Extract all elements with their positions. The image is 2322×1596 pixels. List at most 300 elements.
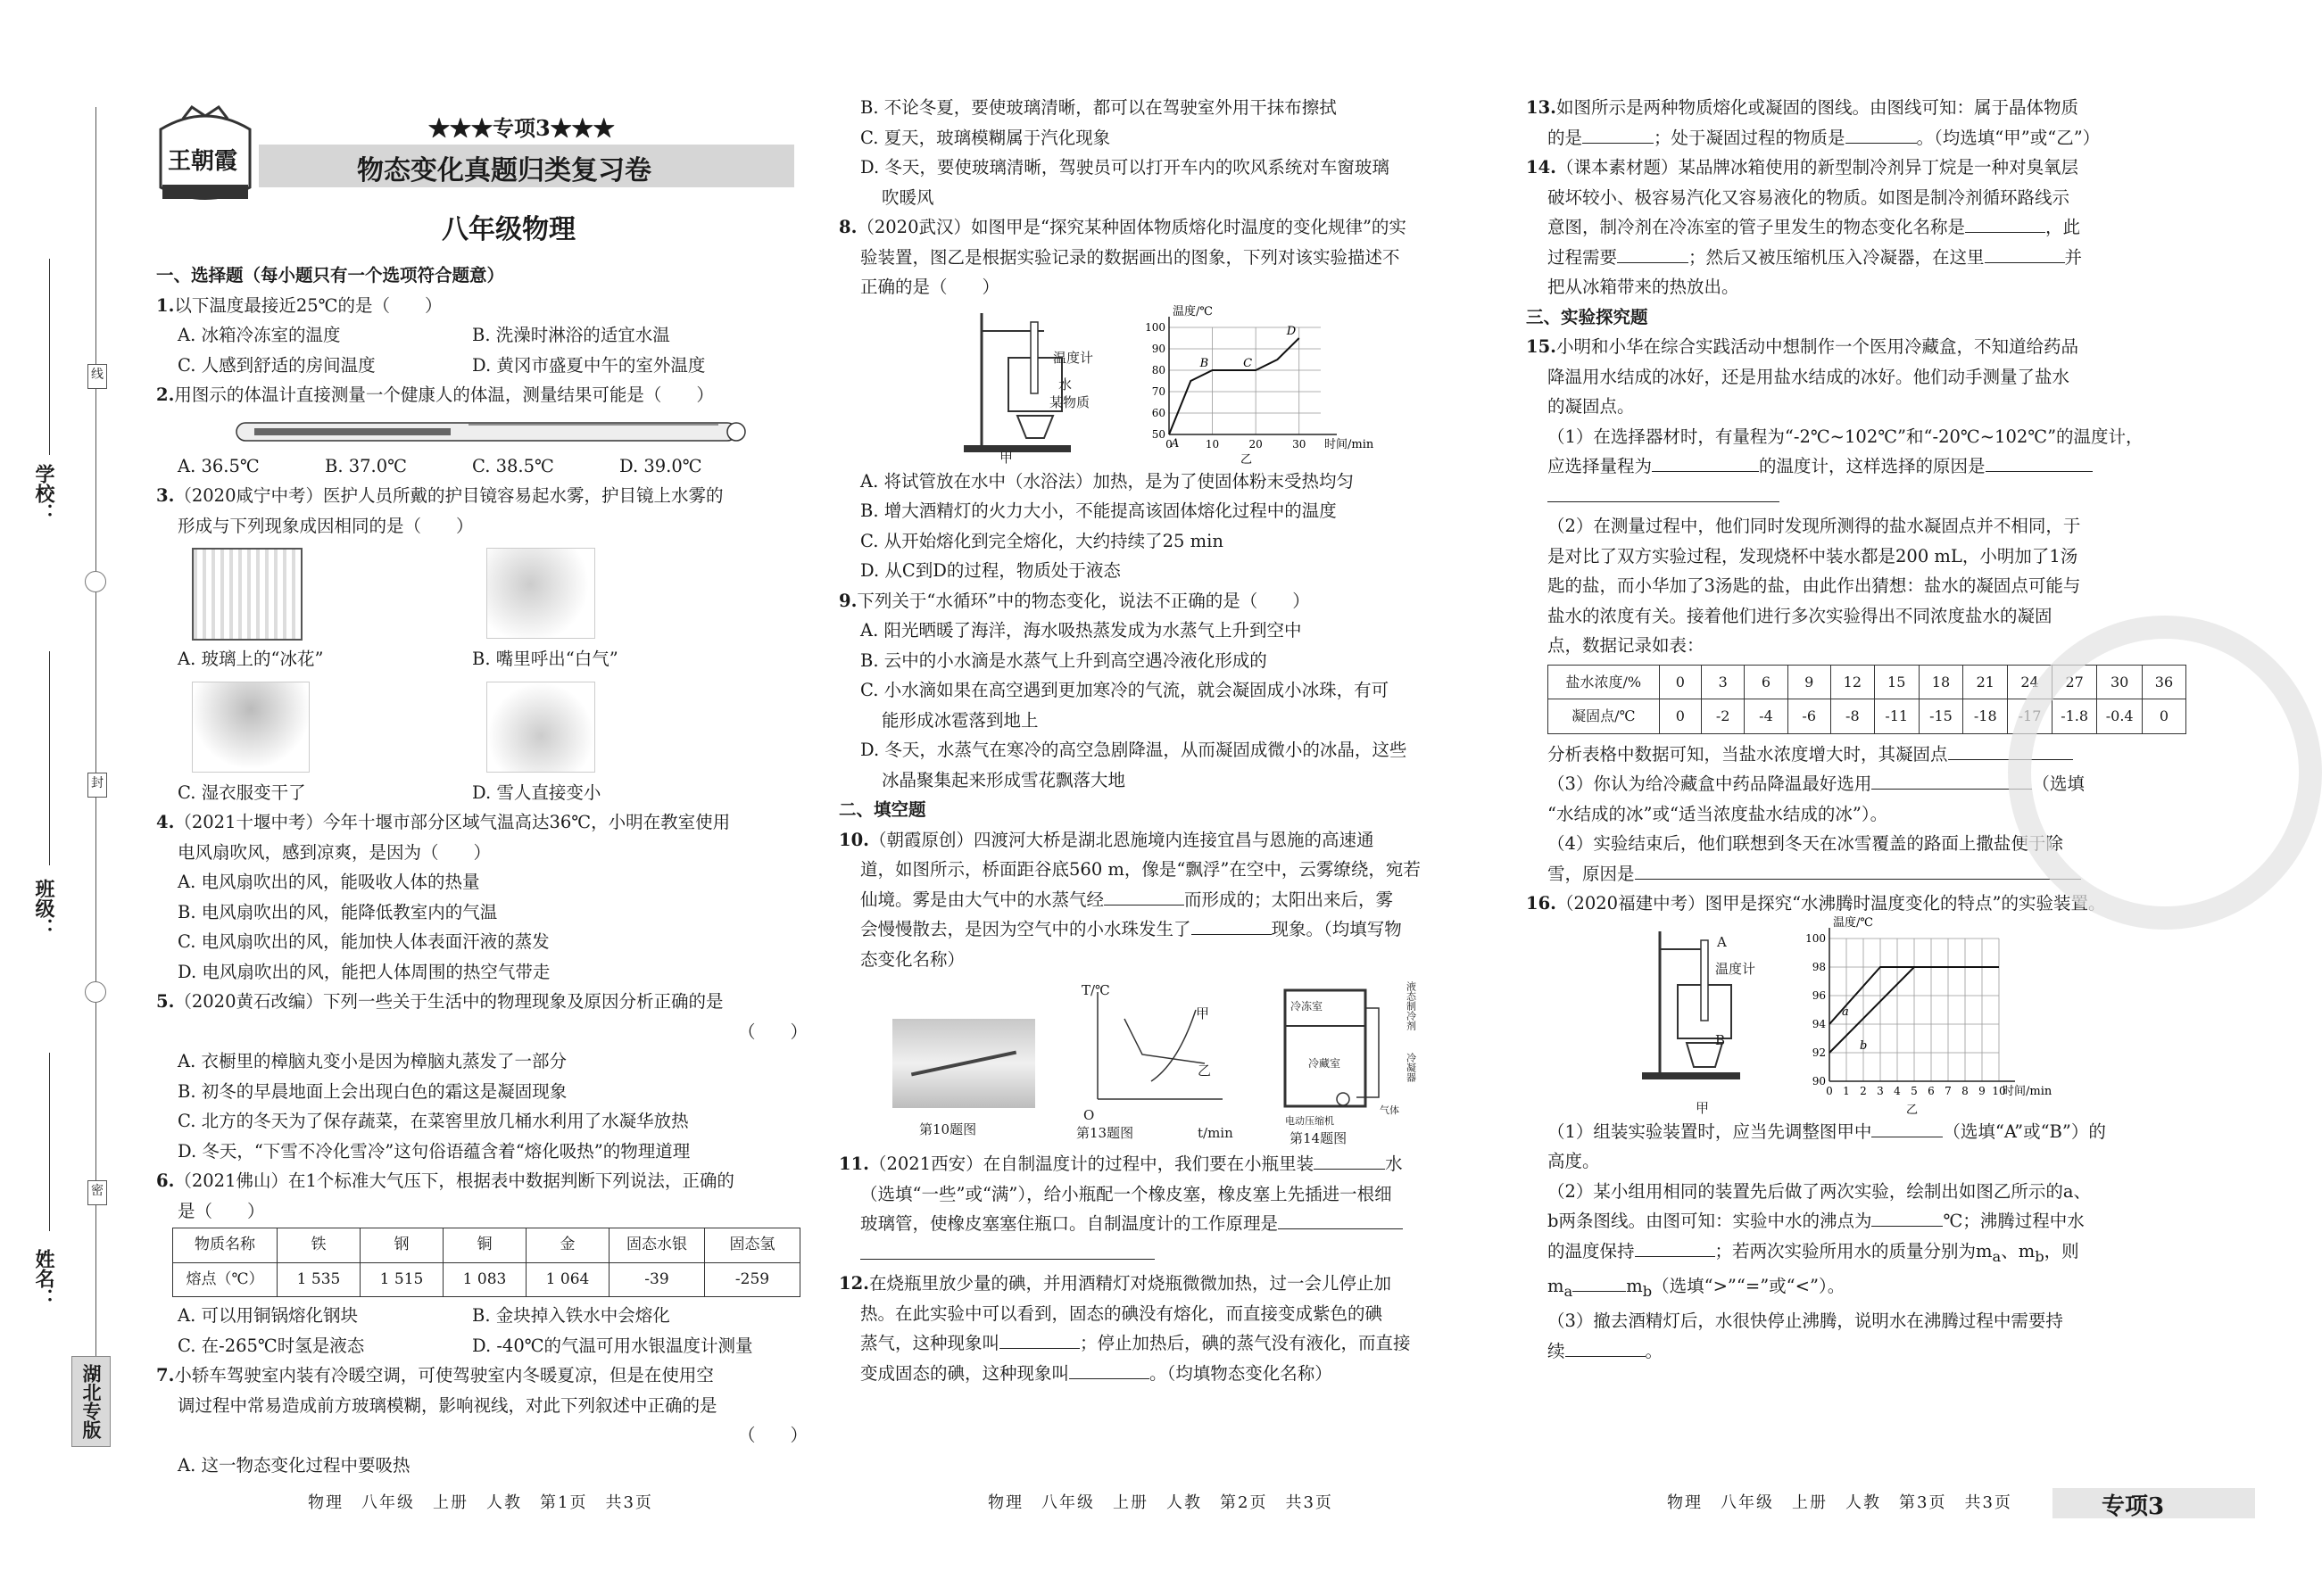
q16-sep: 、m — [2001, 1240, 2036, 1261]
table-cell: 0 — [2142, 699, 2185, 734]
q1-b: B. 洗澡时淋浴的适宜水温 — [472, 325, 670, 345]
q1-num: 1. — [156, 294, 175, 316]
q2-b: B. 37.0℃ — [325, 455, 407, 476]
fig13-xlabel: t/min — [1198, 1125, 1233, 1141]
point-label: C — [1243, 356, 1253, 370]
q4-stem1: （2021十堰中考）今年十堰市部分区域气温高达36℃，小明在教室使用 — [174, 812, 731, 832]
q8-num: 8. — [839, 217, 858, 237]
q16-p2a: （2）某小组用相同的装置先后做了两次实验，绘制出如图乙所示的a、 — [1547, 1180, 2092, 1202]
q3-images-row2 — [156, 674, 808, 778]
q12-blank-1[interactable] — [999, 1328, 1080, 1349]
q16-blank-3[interactable] — [1635, 1236, 1715, 1257]
q10-l4a: 会慢慢散去，是因为空气中的小水珠发生了 — [860, 919, 1191, 939]
y-axis-label: 温度/℃ — [1173, 304, 1213, 318]
q14-l1: （课本素材题）某品牌冰箱使用的新型制冷剂异丁烷是一种对臭氧层 — [1555, 157, 2078, 178]
q12-l3a: 蒸气，这种现象叫 — [860, 1333, 1000, 1353]
q9-d1: D. 冬天，水蒸气在寒冷的高空急剧降温，从而凝固成微小的冰晶，这些 — [860, 740, 1407, 760]
fig14-compressor: 电动压缩机 — [1285, 1115, 1334, 1127]
table-cell: 凝固点/℃ — [1548, 699, 1660, 734]
table-cell: -11 — [1874, 699, 1919, 734]
y-tick-label: 100 — [1805, 931, 1826, 945]
table-cell: 0 — [1659, 699, 1701, 734]
table-cell: -15 — [1919, 699, 1963, 734]
q12-blank-2[interactable] — [1069, 1359, 1149, 1379]
q7-stem2: 调过程中常易造成前方玻璃模糊，影响视线，对此下列叙述中正确的是 — [178, 1394, 717, 1416]
q15-p2d: 盐水的浓度有关。接着他们进行多次实验得出不同浓度盐水的凝固 — [1547, 605, 2052, 626]
table-cell: 钢 — [361, 1228, 444, 1263]
q13-num: 13. — [1526, 97, 1556, 118]
binding-hole-2 — [85, 981, 106, 1003]
q5-a: A. 衣橱里的樟脑丸变小是因为樟脑丸蒸发了一部分 — [178, 1051, 567, 1071]
q16-p1b: （选填“A”或“B”）的 — [1943, 1121, 2106, 1142]
q11-blank-2[interactable] — [1278, 1209, 1403, 1229]
q16-p3c: 。 — [1645, 1340, 1663, 1361]
figures-10-13-14 — [839, 974, 1490, 1149]
q16-p2j: （选填“>”“=”或“<”）。 — [1652, 1275, 1845, 1296]
q7-stem1: 小轿车驾驶室内装有冷暖空调，可使驾驶室内冬暖夏凉，但是在使用空 — [174, 1365, 714, 1385]
x-tick-label: 4 — [1894, 1084, 1901, 1097]
q8-figures — [839, 302, 1490, 467]
q4-d: D. 电风扇吹出的风，能把人体周围的热空气带走 — [178, 961, 551, 982]
q3-c: C. 湿衣服变干了 — [178, 781, 306, 803]
q16-p2h: m — [1626, 1275, 1643, 1296]
binding-hole-1 — [85, 571, 106, 592]
q8-stem3: 正确的是（ ） — [860, 277, 1000, 297]
x-tick-label: 7 — [1945, 1084, 1952, 1097]
x-tick-label: 0 — [1165, 437, 1173, 451]
fig14-freezer: 冷冻室 — [1290, 1000, 1323, 1013]
fig14-caption: 第14题图 — [1290, 1130, 1348, 1146]
melting-apparatus-icon — [946, 304, 1107, 465]
q16-blank-5[interactable] — [1565, 1336, 1646, 1357]
logo-text: 王朝霞 — [168, 148, 238, 175]
table-cell: 固态水银 — [610, 1228, 705, 1263]
chart-caption: 乙 — [1240, 452, 1253, 467]
table-cell: 物质名称 — [173, 1228, 278, 1263]
table-cell: 熔点（℃） — [173, 1262, 278, 1297]
q14-blank-2[interactable] — [1617, 243, 1688, 263]
q16-fig-a: A — [1717, 933, 1727, 950]
q15-blank-2[interactable] — [1986, 451, 2093, 472]
name-blank — [49, 1053, 50, 1231]
table-cell: 铜 — [444, 1228, 527, 1263]
q15-num: 15. — [1526, 336, 1556, 357]
q4-num: 4. — [156, 812, 175, 832]
q13-blank-1[interactable] — [1582, 123, 1654, 144]
q16-p2i: b — [1642, 1282, 1653, 1300]
y-tick-label: 94 — [1812, 1017, 1826, 1030]
q16-l1: （2020福建中考）图甲是探究“水沸腾时温度变化的特点”的实验装置。 — [1555, 893, 2106, 914]
q10-l1: （朝霞原创）四渡河大桥是湖北恩施境内连接宜昌与恩施的高速通 — [868, 829, 1374, 850]
q2-num: 2. — [156, 385, 175, 405]
table-cell: 0 — [1659, 665, 1701, 699]
point-label: D — [1286, 324, 1297, 338]
q13-l2b: ；处于凝固过程的物质是 — [1654, 127, 1845, 148]
table-cell: 30 — [2097, 665, 2143, 699]
y-tick-label: 50 — [1151, 427, 1165, 441]
snowman-image — [486, 682, 595, 773]
q14-blank-1[interactable] — [1965, 212, 2045, 233]
q5-b: B. 初冬的早晨地面上会出现白色的霜这是凝固现象 — [178, 1080, 568, 1102]
x-tick-label: 0 — [1826, 1084, 1833, 1097]
fig13-origin: O — [1083, 1107, 1095, 1123]
boiling-apparatus-icon — [1633, 922, 1767, 1101]
q8-d: D. 从C到D的过程，物质处于液态 — [860, 560, 1121, 581]
q14-l2: 破坏较小、极容易汽化又容易液化的物质。如图是制冷剂循环路线示 — [1547, 186, 2070, 208]
q15-p2e: 点，数据记录如表： — [1547, 635, 1704, 656]
q8-fig-sub: 某物质 — [1049, 393, 1091, 410]
q8-b: B. 增大酒精灯的火力大小，不能提高该固体熔化过程中的温度 — [860, 500, 1337, 521]
y-tick-label: 98 — [1812, 960, 1826, 973]
q8-fig-thermo: 温度计 — [1053, 349, 1094, 366]
table-cell: 18 — [1919, 665, 1963, 699]
q16-p2e: ；若两次实验所用水的质量分别为m — [1714, 1240, 1993, 1261]
q16-p2f: m — [1547, 1275, 1564, 1296]
q16-then: ，则 — [2044, 1240, 2079, 1261]
table-cell: 固态氢 — [705, 1228, 800, 1263]
y-tick-label: 96 — [1812, 988, 1826, 1002]
q11-l1a: （2021西安）在自制温度计的过程中，我们要在小瓶里装 — [868, 1154, 1314, 1174]
q14-l5: 把从冰箱带来的热放出。 — [1547, 277, 1739, 297]
section-experiment: 三、实验探究题 — [1526, 306, 1648, 327]
fig13-ylabel: T/℃ — [1082, 982, 1110, 998]
y-tick-label: 90 — [1812, 1074, 1826, 1087]
table-cell: 盐水浓度/% — [1548, 665, 1660, 699]
q16-sub-b: b — [2035, 1247, 2044, 1265]
q13-l2c: 。（均选填“甲”或“乙”） — [1916, 127, 2101, 148]
x-tick-label: 1 — [1843, 1084, 1850, 1097]
q11-l1b: 水 — [1385, 1154, 1403, 1174]
q4-b: B. 电风扇吹出的风，能降低教室内的气温 — [178, 901, 498, 922]
x-tick-label: 10 — [1205, 437, 1220, 451]
q5-paren: （ ） — [737, 1021, 808, 1042]
seal-line-box: 线 — [87, 364, 107, 389]
table-cell: 金 — [527, 1228, 610, 1263]
window-frost-image — [192, 548, 303, 641]
fig13-jia: 甲 — [1196, 1005, 1210, 1021]
table-cell: -4 — [1745, 699, 1787, 734]
table-cell: -17 — [2008, 699, 2052, 734]
fig13-caption: 第13题图 — [1076, 1125, 1134, 1141]
q16-fig-b: B — [1715, 1031, 1726, 1048]
table-cell: 24 — [2008, 665, 2052, 699]
column-2 — [839, 93, 1490, 1388]
table-cell: 1 535 — [278, 1262, 361, 1297]
table-cell: -1.8 — [2052, 699, 2097, 734]
q16-figures — [1526, 915, 2186, 1117]
x-tick-label: 3 — [1877, 1084, 1884, 1097]
table-cell: 1 515 — [361, 1262, 444, 1297]
y-axis-label: 温度/℃ — [1833, 915, 1873, 930]
table-cell: 36 — [2142, 665, 2185, 699]
q16-sub-a: a — [1992, 1247, 2002, 1265]
q13-l1: 如图所示是两种物质熔化或凝固的图线。由图线可知：属于晶体物质 — [1555, 97, 2078, 118]
q16-fig-thermo: 温度计 — [1715, 960, 1756, 977]
x-axis-label: 时间/min — [2003, 1084, 2052, 1098]
fig14-gas: 气体 — [1380, 1104, 1399, 1116]
class-blank — [49, 651, 50, 865]
table-cell: -8 — [1830, 699, 1874, 734]
q16-blank-1[interactable] — [1871, 1117, 1943, 1137]
q11-num: 11. — [839, 1154, 869, 1174]
q3-images-row1 — [156, 541, 808, 644]
q16-p3b: 续 — [1547, 1340, 1565, 1361]
y-tick-label: 100 — [1145, 320, 1165, 334]
q12-l2: 热。在此实验中可以看到，固态的碘没有熔化，而直接变成紫色的碘 — [860, 1302, 1383, 1324]
q8-a: A. 将试管放在水中（水浴法）加热，是为了使固体粉末受热均匀 — [860, 470, 1354, 492]
y-tick-label: 80 — [1151, 363, 1165, 376]
table-cell: -0.4 — [2097, 699, 2143, 734]
x-tick-label: 30 — [1292, 437, 1306, 451]
table-row — [173, 1228, 800, 1263]
q10-blank-1[interactable] — [1104, 885, 1184, 906]
q14-l4b: ；然后又被压缩机压入冷凝器，在这里 — [1688, 246, 1985, 268]
q16-p1a: （1）组装实验装置时，应当先调整图甲中 — [1547, 1121, 1872, 1142]
q8-fig-jia: 甲 — [999, 449, 1014, 466]
x-tick-label: 6 — [1928, 1084, 1935, 1097]
chart-caption: 乙 — [1906, 1103, 1919, 1117]
y-tick-label: 92 — [1812, 1046, 1826, 1059]
fig13-yi: 乙 — [1198, 1063, 1212, 1079]
clothes-drying-image — [192, 682, 310, 773]
q8-stem1: （2020武汉）如图甲是“探究某种固体物质熔化时温度的变化规律”的实 — [857, 217, 1406, 237]
fig14-liquid: 液态制冷剂 — [1405, 981, 1417, 1030]
q7-d2: 吹暖风 — [882, 186, 934, 208]
q2-d: D. 39.0℃ — [619, 455, 702, 476]
table-cell: 21 — [1963, 665, 2008, 699]
q15-l1: 小明和小华在综合实践活动中想制作一个医用冷藏盒，不知道给药品 — [1555, 336, 2078, 357]
q1-stem: 以下温度最接近25℃的是（ ） — [174, 294, 443, 316]
q12-l4b: 。（均填物态变化名称） — [1149, 1362, 1332, 1384]
q9-b: B. 云中的小水滴是水蒸气上升到高空遇冷液化形成的 — [860, 649, 1267, 671]
q15-p2b: 是对比了双方实验过程，发现烧杯中装水都是200 mL，小明加了1汤 — [1547, 545, 2078, 566]
q4-stem2: 电风扇吹风，感到凉爽，是因为（ ） — [178, 841, 492, 863]
q9-c1: C. 小水滴如果在高空遇到更加寒冷的气流，就会凝固成小冰珠，有可 — [860, 680, 1389, 700]
q6-d: D. -40℃的气温可用水银温度计测量 — [472, 1335, 753, 1356]
q13-blank-2[interactable] — [1845, 123, 1917, 144]
q7-a: A. 这一物态变化过程中要吸热 — [178, 1454, 410, 1476]
q7-num: 7. — [156, 1365, 175, 1385]
q13-l2a: 的是 — [1547, 127, 1583, 148]
q16-num: 16. — [1526, 893, 1556, 914]
q15-p1b: 应选择量程为 — [1547, 456, 1653, 476]
q15-p2f: 分析表格中数据可知，当盐水浓度增大时，其凝固点 — [1547, 743, 1948, 765]
footer-page-3: 物理 八年级 上册 人教 第3页 共3页 — [1667, 1493, 2012, 1512]
q14-l4a: 过程需要 — [1547, 246, 1618, 268]
melting-point-table — [172, 1228, 800, 1297]
logo-badge — [143, 103, 268, 210]
q11-l2: （选填“一些”或“满”），给小瓶配一个橡皮塞，橡皮塞上先插进一根细 — [860, 1183, 1392, 1204]
q7-d1: D. 冬天，要使玻璃清晰，驾驶员可以打开车内的吹风系统对车窗玻璃 — [860, 157, 1389, 178]
table-cell: 12 — [1830, 665, 1874, 699]
point-label: B — [1199, 356, 1209, 370]
y-tick-label: 60 — [1151, 406, 1165, 419]
q1-a: A. 冰箱冷冻室的温度 — [178, 325, 341, 345]
q2-c: C. 38.5℃ — [472, 455, 554, 476]
q6-b: B. 金块掉入铁水中会熔化 — [472, 1305, 670, 1326]
q15-l3: 的凝固点。 — [1547, 396, 1635, 417]
q3-stem1: （2020咸宁中考）医护人员所戴的护目镜容易起水雾，护目镜上水雾的 — [174, 485, 724, 506]
edition-tag: 湖北专版 — [71, 1356, 111, 1447]
q6-stem2: 是（ ） — [178, 1200, 265, 1221]
table-cell: -39 — [610, 1262, 705, 1297]
q16-p1c: 高度。 — [1547, 1151, 1600, 1171]
series-label: ★★★专项3★★★ — [428, 115, 615, 141]
column-1 — [156, 260, 808, 1480]
q14-blank-3[interactable] — [1985, 243, 2065, 263]
q16-p2c: ℃；沸腾过程中水 — [1943, 1211, 2085, 1231]
boiling-chart — [1794, 915, 2061, 1117]
table-cell: 1 083 — [444, 1262, 527, 1297]
point-label: A — [1171, 436, 1180, 451]
x-tick-label: 5 — [1911, 1084, 1918, 1097]
y-tick-label: 90 — [1151, 342, 1165, 355]
q10-l4b: 现象。（均填写物 — [1271, 919, 1402, 939]
x-tick-label: 10 — [1992, 1084, 2006, 1097]
series-label: a — [1842, 1005, 1849, 1019]
table-row — [173, 1262, 800, 1297]
q3-b: B. 嘴里呼出“白气” — [472, 649, 618, 669]
q15-blank-3[interactable] — [1547, 482, 1779, 502]
table-cell: 27 — [2052, 665, 2097, 699]
class-label: 班级： — [32, 879, 55, 938]
q10-l5: 态变化名称） — [860, 948, 966, 970]
school-blank — [49, 259, 50, 455]
table-cell: 铁 — [278, 1228, 361, 1263]
q1-d: D. 黄冈市盛夏中午的室外温度 — [472, 354, 706, 376]
q3-d: D. 雪人直接变小 — [472, 781, 601, 803]
table-cell: 6 — [1745, 665, 1787, 699]
table-cell: -6 — [1787, 699, 1830, 734]
q2-a: A. 36.5℃ — [178, 455, 260, 476]
q16-blank-4[interactable] — [1572, 1271, 1626, 1292]
q5-stem1: （2020黄石改编）下列一些关于生活中的物理现象及原因分析正确的是 — [174, 991, 724, 1012]
table-cell: 3 — [1702, 665, 1745, 699]
q2-stem: 用图示的体温计直接测量一个健康人的体温，测量结果可能是（ ） — [174, 385, 714, 405]
seal-secret-box: 密 — [87, 1180, 107, 1205]
q10-num: 10. — [839, 829, 869, 850]
q15-p1c: 的温度计，这样选择的原因是 — [1759, 456, 1986, 476]
q11-blank-3[interactable] — [860, 1239, 1155, 1260]
q6-stem1: （2021佛山）在1个标准大气压下，根据表中数据判断下列说法，正确的 — [174, 1170, 734, 1191]
x-tick-label: 9 — [1978, 1084, 1986, 1097]
x-tick-label: 8 — [1961, 1084, 1969, 1097]
q10-l2: 道，如图所示，桥面距谷底560 m，像是“飘浮”在空中，云雾缭绕，宛若 — [860, 859, 1421, 880]
seal-seal-box: 封 — [87, 773, 107, 798]
q15-p3a: （3）你认为给冷藏盒中药品降温最好选用 — [1547, 773, 1872, 794]
q8-stem2: 验装置，图乙是根据实验记录的数据画出的图象，下列对该实验描述不 — [860, 246, 1400, 268]
q10-blank-2[interactable] — [1191, 914, 1272, 935]
melting-chart — [1133, 302, 1374, 467]
series-line — [1169, 338, 1299, 434]
footer-tag-label: 专项3 — [2102, 1493, 2165, 1520]
q16-fig-jia: 甲 — [1696, 1099, 1710, 1116]
x-axis-label: 时间/min — [1324, 437, 1374, 451]
q14-l4c: 并 — [2064, 246, 2083, 268]
q15-p3b: （选填 — [2032, 773, 2085, 794]
fig14-condenser: 冷凝器 — [1405, 1053, 1417, 1082]
q16-p2b: b两条图线。由图可知：实验中水的沸点为 — [1547, 1211, 1872, 1231]
section-fill: 二、填空题 — [839, 799, 926, 820]
table-cell: 9 — [1787, 665, 1830, 699]
q7-paren: （ ） — [737, 1425, 808, 1445]
q12-num: 12. — [839, 1273, 869, 1294]
q15-p4a: （4）实验结束后，他们联想到冬天在冰雪覆盖的路面上撒盐便于除 — [1547, 833, 2063, 854]
fig10-caption: 第10题图 — [919, 1121, 977, 1137]
thermometer-figure — [156, 410, 808, 451]
q15-p4b: 雪，原因是 — [1547, 863, 1635, 884]
breath-image — [486, 548, 595, 639]
q10-l3a: 仙境。雾是由大气中的水蒸气经 — [860, 889, 1105, 910]
q9-d2: 冰晶聚集起来形成雪花飘落大地 — [882, 769, 1126, 790]
q8-fig-water: 水 — [1058, 376, 1073, 393]
q15-p3c: “水结成的冰”或“适当浓度盐水结成的冰”）。 — [1547, 803, 1888, 824]
q14-num: 14. — [1526, 157, 1556, 178]
q15-l2: 降温用水结成的冰好，还是用盐水结成的冰好。他们动手测量了盐水 — [1547, 366, 2070, 387]
q8-c: C. 从开始熔化到完全熔化，大约持续了25 min — [860, 530, 1223, 551]
q6-num: 6. — [156, 1170, 175, 1191]
q4-a: A. 电风扇吹出的风，能吸收人体的热量 — [178, 872, 480, 892]
clinical-thermometer-icon — [228, 414, 763, 450]
q5-c: C. 北方的冬天为了保存蔬菜，在菜窖里放几桶水利用了水凝华放热 — [178, 1111, 689, 1131]
banner-title: 物态变化真题归类复习卷 — [357, 155, 651, 186]
q10-l3b: 而形成的；太阳出来后，雾 — [1184, 889, 1394, 910]
subject-title: 八年级物理 — [442, 214, 576, 245]
q6-a: A. 可以用铜锅熔化钢块 — [178, 1305, 358, 1326]
q15-p2a: （2）在测量过程中，他们同时发现所测得的盐水凝固点并不相同，于 — [1547, 516, 2081, 536]
footer-page-2: 物理 八年级 上册 人教 第2页 共3页 — [988, 1493, 1333, 1512]
q15-blank-6[interactable] — [1635, 859, 2081, 880]
q16-p3a: （3）撤去酒精灯后，水很快停止沸腾，说明水在沸腾过程中需要持 — [1547, 1311, 2063, 1332]
q3-a: A. 玻璃上的“冰花” — [178, 649, 324, 669]
table-cell: -18 — [1963, 699, 2008, 734]
q9-a: A. 阳光晒暖了海洋，海水吸热蒸发成为水蒸气上升到空中 — [860, 620, 1302, 641]
q9-num: 9. — [839, 590, 858, 611]
series-label: b — [1860, 1038, 1868, 1053]
q16-p2d: 的温度保持 — [1547, 1240, 1635, 1261]
q3-num: 3. — [156, 485, 175, 506]
q15-p1a: （1）在选择器材时，有量程为“-2℃~102℃”和“-20℃~102℃”的温度计， — [1547, 426, 2144, 447]
q9-stem: 下列关于“水循环”中的物态变化，说法不正确的是（ ） — [857, 590, 1310, 611]
q14-l3b: ，此 — [2045, 217, 2081, 237]
q3-stem2: 形成与下列现象成因相同的是（ ） — [178, 515, 474, 536]
q16-blank-2[interactable] — [1871, 1206, 1943, 1227]
q7-b: B. 不论冬夏，要使玻璃清晰，都可以在驾驶室外用干抹布擦拭 — [860, 97, 1337, 118]
q12-l4a: 变成固态的碘，这种现象叫 — [860, 1362, 1070, 1384]
q5-num: 5. — [156, 991, 175, 1012]
q6-c: C. 在-265℃时氢是液态 — [178, 1335, 365, 1356]
q14-l3a: 意图，制冷剂在冷冻室的管子里发生的物态变化名称是 — [1547, 217, 1966, 237]
q1-c: C. 人感到舒适的房间温度 — [178, 354, 376, 376]
q15-p2c: 匙的盐，而小华加了3汤匙的盐，由此作出猜想：盐水的凝固点可能与 — [1547, 575, 2081, 596]
q7-c: C. 夏天，玻璃模糊属于汽化现象 — [860, 127, 1111, 148]
y-tick-label: 70 — [1151, 385, 1165, 398]
q15-blank-1[interactable] — [1652, 451, 1759, 472]
footer-page-1: 物理 八年级 上册 人教 第1页 共3页 — [308, 1493, 653, 1512]
q5-d: D. 冬天，“下雪不冷化雪冷”这句俗语蕴含着“熔化吸热”的物理道理 — [178, 1140, 691, 1162]
q12-l3b: ；停止加热后，碘的蒸气没有液化，而直接 — [1080, 1333, 1411, 1353]
x-tick-label: 20 — [1248, 437, 1263, 451]
bridge-photo — [892, 1019, 1035, 1108]
fig14-fridge: 冷藏室 — [1308, 1057, 1341, 1070]
q4-c: C. 电风扇吹出的风，能加快人体表面汗液的蒸发 — [178, 931, 550, 952]
name-label: 姓名： — [32, 1249, 55, 1308]
section-choice: 一、选择题（每小题只有一个选项符合题意） — [156, 265, 505, 285]
q11-l3: 玻璃管，使橡皮塞塞住瓶口。自制温度计的工作原理是 — [860, 1213, 1279, 1234]
table-cell: 1 064 — [527, 1262, 610, 1297]
table-cell: -259 — [705, 1262, 800, 1297]
q12-l1: 在烧瓶里放少量的碘，并用酒精灯对烧瓶微微加热，过一会儿停止加 — [868, 1273, 1391, 1294]
